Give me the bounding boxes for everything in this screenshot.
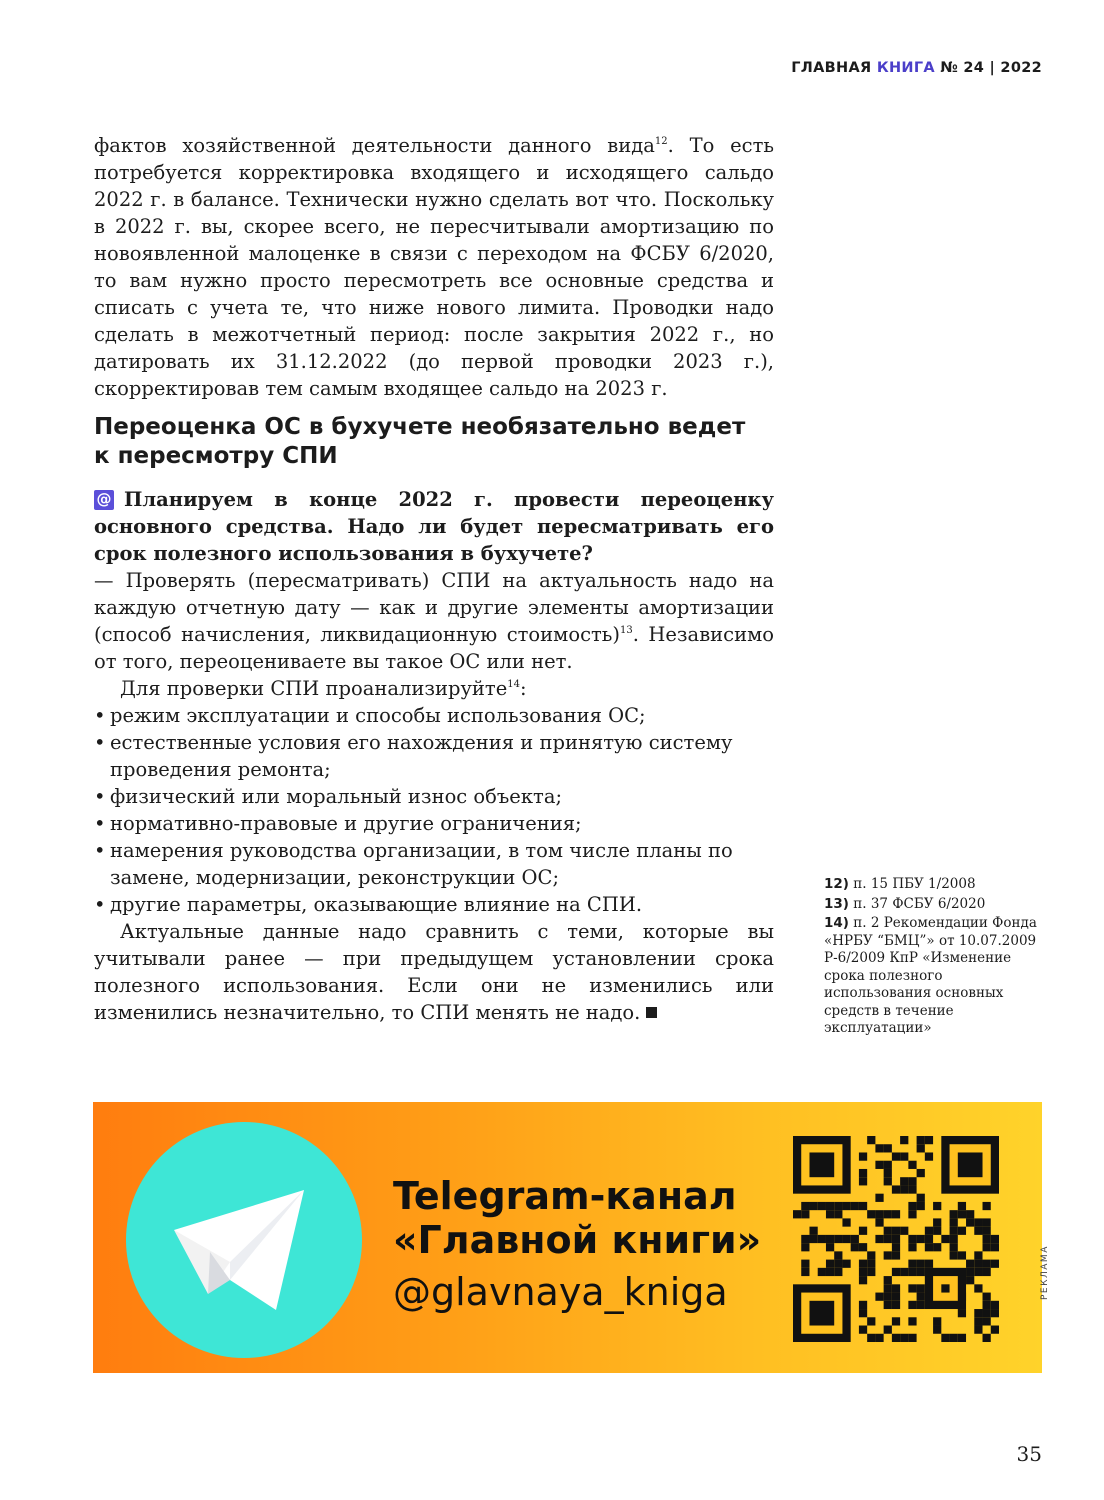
- footnote: [824, 876, 1046, 894]
- brand-accent: КНИГА: [876, 60, 935, 76]
- ad-label: РЕКЛАМА: [1040, 1245, 1050, 1300]
- footnote-text: п. 2 Рекомендации Фонда «НРБУ “БМЦ”» от 10.07.2009 Р-6/2009 КпР «Изменение срока полезного использования основных средств в течение эксплуатации»: [824, 915, 1037, 1036]
- telegram-circle: [126, 1122, 362, 1358]
- page-number: 35: [1016, 1442, 1042, 1466]
- footnote: [824, 896, 1046, 914]
- footnote-ref: 14: [507, 679, 520, 690]
- qa-block: [94, 486, 774, 1026]
- brand-main: ГЛАВНАЯ: [791, 60, 872, 76]
- intro-text: фактов хозяйственной деятельности данного вида: [94, 134, 655, 157]
- footnote-ref: 12: [654, 136, 668, 147]
- intro-text-2: . То есть потребуется корректировка входящего и исходящего сальдо 2022 г. в балансе. Технически нужно сделать вот что. Поскольку в 2022 г. вы, скорее всего, не пересчитывали амортизацию по новоявленной малоценке в связи с переходом на ФСБУ 6/2020, то вам нужно просто пересмотреть все основные средства и списать с учета те, что ниже нового лимита. Проводки надо сделать в межотчетный период: после закрытия 2022 г., но датировать их 31.12.2022 (до первой проводки 2023 г.), скорректировав тем самым входящее сальдо на 2023 г.: [94, 134, 774, 400]
- section-heading: Переоценка ОС в бухучете необязательно ведет к пересмотру СПИ: [94, 414, 746, 469]
- answer-paragraph-1: [94, 567, 774, 675]
- telegram-plane-icon: [126, 1122, 362, 1358]
- intro-paragraph: [94, 132, 774, 402]
- answer-text: :: [519, 677, 527, 700]
- list-item: • естественные условия его нахождения и принятую систему проведения ремонта;: [94, 729, 774, 783]
- banner-title-line: Telegram-канал: [393, 1174, 737, 1218]
- footnote-number: 14): [824, 915, 849, 931]
- footnote-ref: 13: [620, 625, 633, 636]
- answer-text: . Независимо от того, переоцениваете вы такое ОС или нет.: [94, 623, 774, 673]
- telegram-handle[interactable]: @glavnaya_kniga: [393, 1270, 728, 1314]
- question-text: Планируем в конце 2022 г. провести переоценку основного средства. Надо ли будет пересматривать его срок полезного использования в бухучете?: [94, 488, 774, 565]
- footnote-number: 12): [824, 876, 849, 892]
- answer-text: — Проверять (пересматривать) СПИ на актуальность надо на каждую отчетную дату — как и другие элементы амортизации (способ начисления, ликвидационную стоимость): [94, 569, 774, 646]
- closing-paragraph: [94, 918, 774, 1026]
- list-item: • нормативно-правовые и другие ограничения;: [94, 810, 774, 837]
- telegram-banner[interactable]: [93, 1102, 1042, 1373]
- footnotes: [824, 876, 1046, 1040]
- list-item: • другие параметры, оказывающие влияние на СПИ.: [94, 891, 774, 918]
- list-item: • режим эксплуатации и способы использования ОС;: [94, 702, 774, 729]
- list-item: • намерения руководства организации, в том числе планы по замене, модернизации, реконструкции ОС;: [94, 837, 774, 891]
- answer-text: Для проверки СПИ проанализируйте: [120, 677, 508, 700]
- footnote-text: п. 15 ПБУ 1/2008: [853, 876, 976, 892]
- list-item: • физический или моральный износ объекта;: [94, 783, 774, 810]
- answer-paragraph-2: [94, 675, 774, 702]
- footnote-number: 13): [824, 895, 849, 912]
- closing-text: Актуальные данные надо сравнить с теми, которые вы учитывали ранее — при предыдущем установлении срока полезного использования. Если они не изменились или изменились незначительно, то СПИ менять не надо.: [94, 920, 774, 1024]
- footnote-text: п. 37 ФСБУ 6/2020: [853, 895, 986, 912]
- banner-title-line: «Главной книги»: [393, 1218, 762, 1262]
- qr-code-icon[interactable]: [793, 1136, 999, 1342]
- running-header: [791, 60, 1042, 76]
- end-of-article-mark: [646, 1007, 657, 1018]
- question-icon: @: [94, 490, 114, 510]
- footnote: [824, 915, 1046, 1038]
- banner-title: [393, 1174, 761, 1262]
- issue-number: № 24 | 2022: [940, 60, 1042, 76]
- criteria-list: [94, 702, 774, 918]
